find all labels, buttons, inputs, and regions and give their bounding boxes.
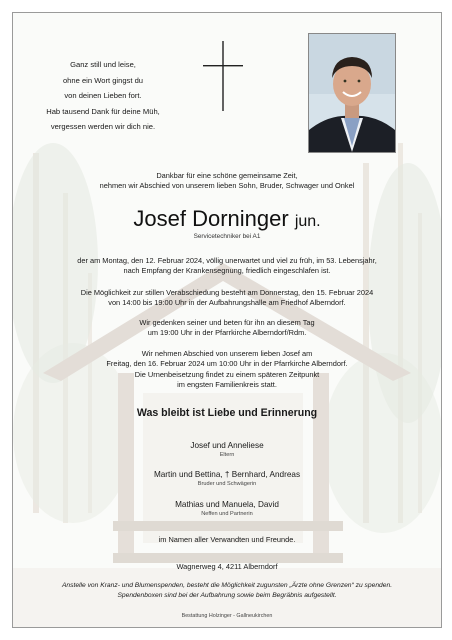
- deceased-name-block: [13, 206, 441, 235]
- notice-line: der am Montag, den 12. Februar 2024, völlig unerwartet und viel zu früh, im 53. Lebensjahr,: [77, 256, 377, 265]
- prayer-line: Wir gedenken seiner und beten für ihn an diesem Tag: [139, 318, 315, 327]
- poem-line: vergessen werden wir dich nie.: [50, 122, 156, 131]
- death-notice: [13, 256, 441, 277]
- mourner-names: Josef und Anneliese: [190, 441, 264, 450]
- funeral-line: Die Urnenbeisetzung findet zu einem späteren Zeitpunkt: [134, 369, 320, 379]
- mourner-role: Neffen und Partnerin: [201, 511, 253, 517]
- funeral-home-footer: Bestattung Holzinger - Gallneukirchen: [181, 613, 273, 619]
- funeral-line: Freitag, den 16. Februar 2024 um 10:00 Uhr in der Pfarrkirche Alberndorf.: [106, 359, 348, 369]
- name-suffix: jun.: [294, 213, 321, 230]
- deceased-name: Josef Dorninger: [133, 206, 289, 231]
- funeral-line: im engsten Familienkreis statt.: [177, 379, 277, 389]
- notice-line: nach Empfang der Krankensegnung, friedlich eingeschlafen ist.: [123, 266, 331, 276]
- mourner-group: [13, 499, 441, 518]
- viewing-line: von 14:00 bis 19:00 Uhr in der Aufbahrungshalle am Friedhof Alberndorf.: [108, 298, 346, 308]
- poem-line: von deinen Lieben fort.: [64, 91, 142, 100]
- poem-line: Hab tausend Dank für deine Müh,: [46, 106, 160, 116]
- obituary-frame: [12, 12, 442, 628]
- portrait-photo: [308, 33, 396, 153]
- intro-line: nehmen wir Abschied von unserem lieben Sohn, Bruder, Schwager und Onkel: [99, 181, 355, 191]
- intro-text: [13, 171, 441, 192]
- deceased-occupation: Servicetechniker bei A1: [193, 233, 261, 240]
- viewing-line: Die Möglichkeit zur stillen Verabschiedung besteht am Donnerstag, den 15. Februar 2024: [80, 288, 374, 297]
- mourner-role: Eltern: [219, 452, 235, 458]
- poem-line: ohne ein Wort gingst du: [62, 75, 144, 85]
- closing-line: im Namen aller Verwandten und Freunde.: [158, 535, 296, 544]
- family-address: Wagnerweg 4, 4211 Alberndorf: [176, 562, 278, 571]
- mourner-names: Mathias und Manuela, David: [175, 500, 279, 509]
- memorial-headline: Was bleibt ist Liebe und Erinnerung: [136, 407, 318, 419]
- donation-line: Anstelle von Kranz- und Blumenspenden, besteht die Möglichkeit zugunsten „Ärzte ohne Grenzen“ zu spenden.: [61, 582, 393, 589]
- mourner-role: Bruder und Schwägerin: [197, 481, 257, 487]
- mourner-names: Martin und Bettina, † Bernhard, Andreas: [153, 470, 301, 479]
- memorial-poem: [29, 57, 177, 135]
- donation-line: Spendenboxen sind bei der Aufbahrung sowie beim Begräbnis aufgestellt.: [117, 591, 337, 599]
- intro-line: Dankbar für eine schöne gemeinsame Zeit,: [156, 171, 298, 180]
- mourner-group: [13, 469, 441, 488]
- poem-line: Ganz still und leise,: [70, 60, 136, 69]
- prayer-notice: [13, 318, 441, 339]
- farewell-viewing: [13, 288, 441, 309]
- funeral-notice: [13, 349, 441, 390]
- funeral-line: Wir nehmen Abschied von unserem lieben Josef am: [141, 349, 313, 358]
- cross-icon: [203, 41, 243, 111]
- mourner-group: [13, 440, 441, 459]
- portrait-image: [309, 34, 395, 152]
- prayer-line: um 19:00 Uhr in der Pfarrkirche Alberndorf/Rdm.: [147, 328, 307, 338]
- donation-note: [13, 581, 441, 600]
